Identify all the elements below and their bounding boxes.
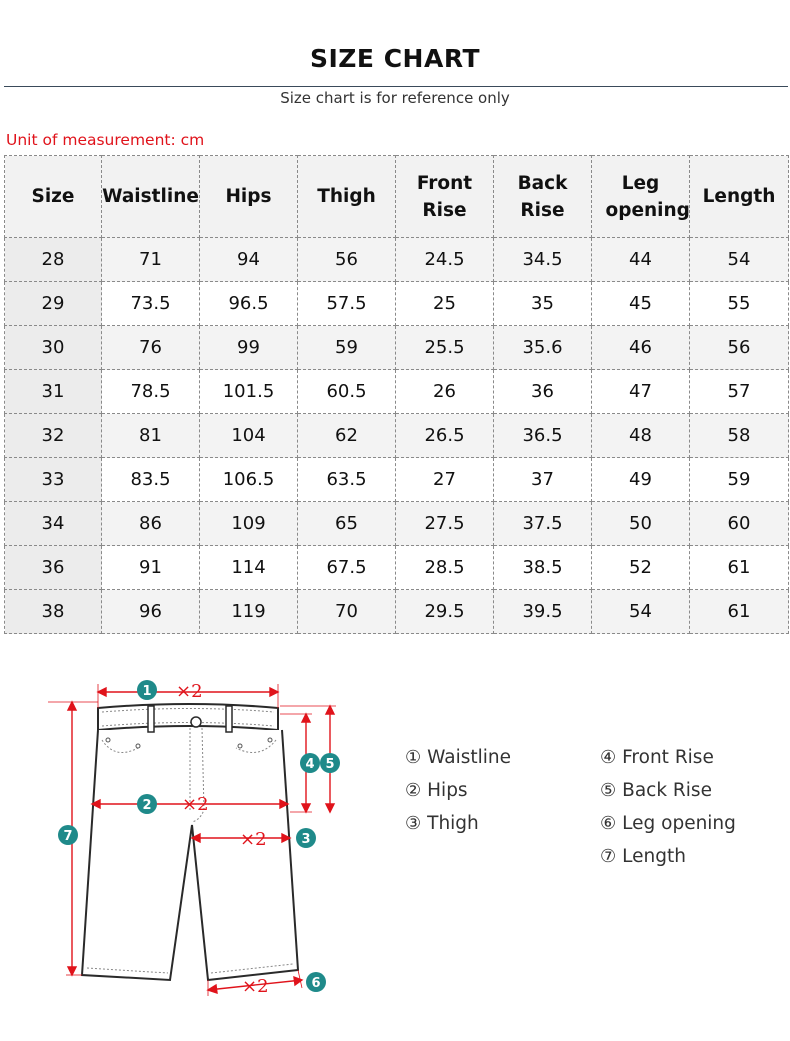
size-cell: 36 <box>5 546 102 590</box>
svg-text:3: 3 <box>301 832 311 847</box>
table-row <box>5 370 789 414</box>
column-header: Leg opening <box>592 156 690 238</box>
table-cell: 35 <box>494 282 592 326</box>
svg-text:2: 2 <box>142 798 152 813</box>
table-cell: 47 <box>592 370 690 414</box>
legend-item: ⑦ Length <box>600 846 686 867</box>
table-cell: 27.5 <box>396 502 494 546</box>
shorts-diagram <box>40 670 350 1000</box>
table-cell: 96.5 <box>200 282 298 326</box>
button-icon <box>191 717 201 727</box>
table-cell: 24.5 <box>396 238 494 282</box>
table-cell: 36.5 <box>494 414 592 458</box>
table-cell: 27 <box>396 458 494 502</box>
table-cell: 83.5 <box>102 458 200 502</box>
size-cell: 29 <box>5 282 102 326</box>
table-cell: 50 <box>592 502 690 546</box>
legend-item: ⑥ Leg opening <box>600 813 736 834</box>
svg-text:4: 4 <box>305 757 315 772</box>
table-cell: 38.5 <box>494 546 592 590</box>
title-divider <box>4 86 788 87</box>
svg-text:6: 6 <box>311 976 321 991</box>
table-cell: 106.5 <box>200 458 298 502</box>
table-cell: 59 <box>690 458 789 502</box>
legend-item: ④ Front Rise <box>600 747 714 768</box>
table-cell: 52 <box>592 546 690 590</box>
table-cell: 36 <box>494 370 592 414</box>
legend-item: ⑤ Back Rise <box>600 780 712 801</box>
table-header-row <box>5 156 789 238</box>
table-cell: 26.5 <box>396 414 494 458</box>
table-cell: 104 <box>200 414 298 458</box>
table-row <box>5 502 789 546</box>
marker-4-icon <box>300 753 320 773</box>
unit-note: Unit of measurement: cm <box>6 131 205 149</box>
table-cell: 65 <box>298 502 396 546</box>
table-cell: 70 <box>298 590 396 634</box>
table-cell: 91 <box>102 546 200 590</box>
table-cell: 56 <box>690 326 789 370</box>
svg-text:7: 7 <box>63 829 73 844</box>
table-cell: 67.5 <box>298 546 396 590</box>
size-cell: 32 <box>5 414 102 458</box>
table-row <box>5 282 789 326</box>
table-cell: 34.5 <box>494 238 592 282</box>
table-cell: 81 <box>102 414 200 458</box>
table-cell: 59 <box>298 326 396 370</box>
table-cell: 28.5 <box>396 546 494 590</box>
svg-text:5: 5 <box>325 757 335 772</box>
legend-left <box>405 747 511 846</box>
marker-1-icon <box>137 680 157 700</box>
table-cell: 114 <box>200 546 298 590</box>
table-row <box>5 238 789 282</box>
column-header: Front Rise <box>396 156 494 238</box>
size-table <box>4 155 789 634</box>
table-cell: 54 <box>690 238 789 282</box>
size-cell: 30 <box>5 326 102 370</box>
size-cell: 28 <box>5 238 102 282</box>
table-cell: 96 <box>102 590 200 634</box>
table-cell: 45 <box>592 282 690 326</box>
table-cell: 46 <box>592 326 690 370</box>
table-cell: 37.5 <box>494 502 592 546</box>
size-cell: 33 <box>5 458 102 502</box>
table-cell: 39.5 <box>494 590 592 634</box>
page-subtitle: Size chart is for reference only <box>280 89 510 107</box>
table-row <box>5 458 789 502</box>
column-header: Back Rise <box>494 156 592 238</box>
table-cell: 49 <box>592 458 690 502</box>
table-cell: 60.5 <box>298 370 396 414</box>
marker-5-icon <box>320 753 340 773</box>
table-cell: 29.5 <box>396 590 494 634</box>
legend-right <box>600 747 736 879</box>
marker-3-icon <box>296 828 316 848</box>
table-cell: 57 <box>690 370 789 414</box>
multiplier-label: ×2 <box>182 794 209 815</box>
column-header: Length <box>690 156 789 238</box>
page-title: SIZE CHART <box>309 44 480 73</box>
table-cell: 94 <box>200 238 298 282</box>
marker-6-icon <box>306 972 326 992</box>
table-cell: 71 <box>102 238 200 282</box>
table-cell: 109 <box>200 502 298 546</box>
table-cell: 55 <box>690 282 789 326</box>
table-cell: 86 <box>102 502 200 546</box>
table-cell: 25 <box>396 282 494 326</box>
table-cell: 26 <box>396 370 494 414</box>
table-cell: 101.5 <box>200 370 298 414</box>
table-cell: 54 <box>592 590 690 634</box>
table-cell: 60 <box>690 502 789 546</box>
table-cell: 78.5 <box>102 370 200 414</box>
table-cell: 37 <box>494 458 592 502</box>
table-cell: 25.5 <box>396 326 494 370</box>
size-cell: 31 <box>5 370 102 414</box>
size-cell: 34 <box>5 502 102 546</box>
table-cell: 61 <box>690 546 789 590</box>
legend-item: ③ Thigh <box>405 813 479 834</box>
table-cell: 61 <box>690 590 789 634</box>
table-cell: 58 <box>690 414 789 458</box>
table-row <box>5 414 789 458</box>
table-cell: 62 <box>298 414 396 458</box>
legend-item: ② Hips <box>405 780 468 801</box>
legend-item: ① Waistline <box>405 747 512 768</box>
table-cell: 35.6 <box>494 326 592 370</box>
multiplier-label: ×2 <box>176 681 203 702</box>
marker-2-icon <box>137 794 157 814</box>
column-header: Hips <box>200 156 298 238</box>
column-header: Size <box>5 156 102 238</box>
table-cell: 57.5 <box>298 282 396 326</box>
table-cell: 119 <box>200 590 298 634</box>
table-cell: 73.5 <box>102 282 200 326</box>
table-cell: 44 <box>592 238 690 282</box>
table-cell: 99 <box>200 326 298 370</box>
size-cell: 38 <box>5 590 102 634</box>
column-header: Thigh <box>298 156 396 238</box>
marker-7-icon <box>58 825 78 845</box>
multiplier-label: ×2 <box>242 976 269 997</box>
table-cell: 76 <box>102 326 200 370</box>
table-cell: 56 <box>298 238 396 282</box>
table-row <box>5 326 789 370</box>
table-row <box>5 590 789 634</box>
table-cell: 48 <box>592 414 690 458</box>
multiplier-label: ×2 <box>240 829 267 850</box>
column-header: Waistline <box>102 156 200 238</box>
table-row <box>5 546 789 590</box>
table-cell: 63.5 <box>298 458 396 502</box>
svg-text:1: 1 <box>142 684 152 699</box>
